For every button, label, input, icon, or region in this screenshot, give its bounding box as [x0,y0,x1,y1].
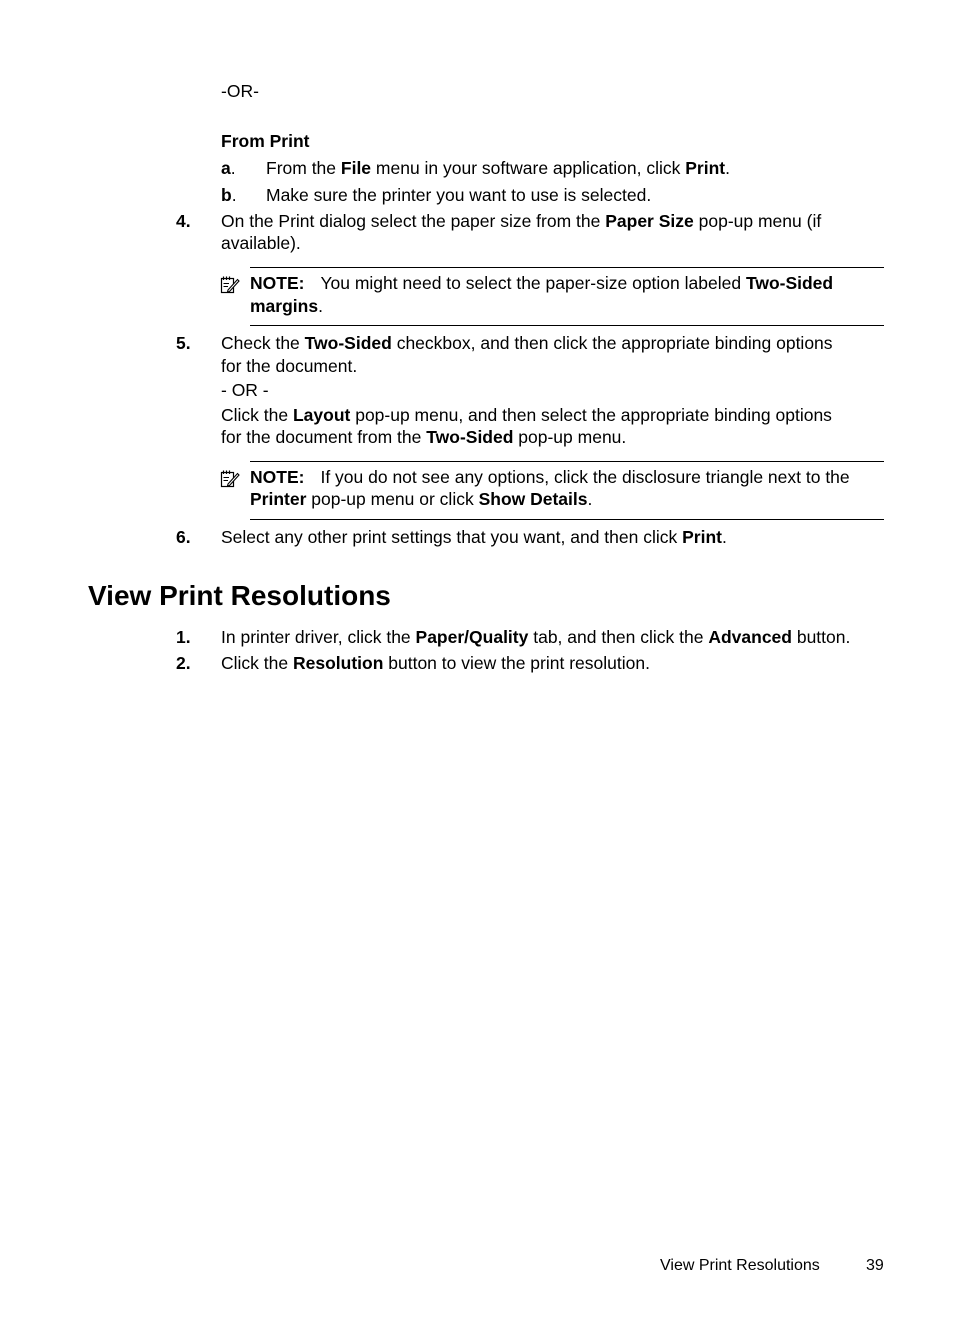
step6-text: Select any other print settings that you want, and then click Print. [221,527,727,547]
step-number: 5. [176,333,191,353]
substep-b-text: Make sure the printer you want to use is selected. [266,185,652,205]
step4-line2: available). [221,233,301,253]
step5-line1: Check the Two-Sided checkbox, and then click the appropriate binding options [221,333,833,353]
section-heading: View Print Resolutions [88,580,391,611]
resolution-step2: Click the Resolution button to view the print resolution. [221,653,650,673]
step-number: 4. [176,211,191,231]
note1-line1: NOTE: You might need to select the paper-size option labeled Two-Sided [250,273,834,293]
note-rule-top [250,267,884,268]
page-number: 39 [866,1257,884,1274]
step5-line5: for the document from the Two-Sided pop-up menu. [221,427,627,447]
note-label: NOTE: [250,467,305,487]
substep-letter: b [221,185,232,205]
from-print-heading: From Print [221,131,310,151]
substep-a-text: From the File menu in your software application, click Print. [266,158,730,178]
step5-or: - OR - [221,380,269,400]
resolution-step1: In printer driver, click the Paper/Quality tab, and then click the Advanced button. [221,627,851,647]
note-pencil-icon [220,469,240,489]
note-pencil-icon [220,275,240,295]
note-label: NOTE: [250,273,305,293]
substep-b: b. [221,185,237,205]
footer-title: View Print Resolutions [660,1257,820,1274]
step-number: 2. [176,653,191,673]
step4-line1: On the Print dialog select the paper size from the Paper Size pop-up menu (if [221,211,822,231]
note2-line1: NOTE: If you do not see any options, click the disclosure triangle next to the [250,467,850,487]
step-number: 6. [176,527,191,547]
note2-line2: Printer pop-up menu or click Show Details. [250,489,593,509]
step5-line4: Click the Layout pop-up menu, and then select the appropriate binding options [221,405,832,425]
substep-a: a. [221,158,236,178]
step5-line2: for the document. [221,356,358,376]
note-rule-bottom [250,519,884,520]
step-number: 1. [176,627,191,647]
note-rule-top [250,461,884,462]
note1-line2: margins. [250,296,323,316]
or-separator: -OR- [221,81,259,101]
note-rule-bottom [250,325,884,326]
substep-letter: a [221,158,231,178]
